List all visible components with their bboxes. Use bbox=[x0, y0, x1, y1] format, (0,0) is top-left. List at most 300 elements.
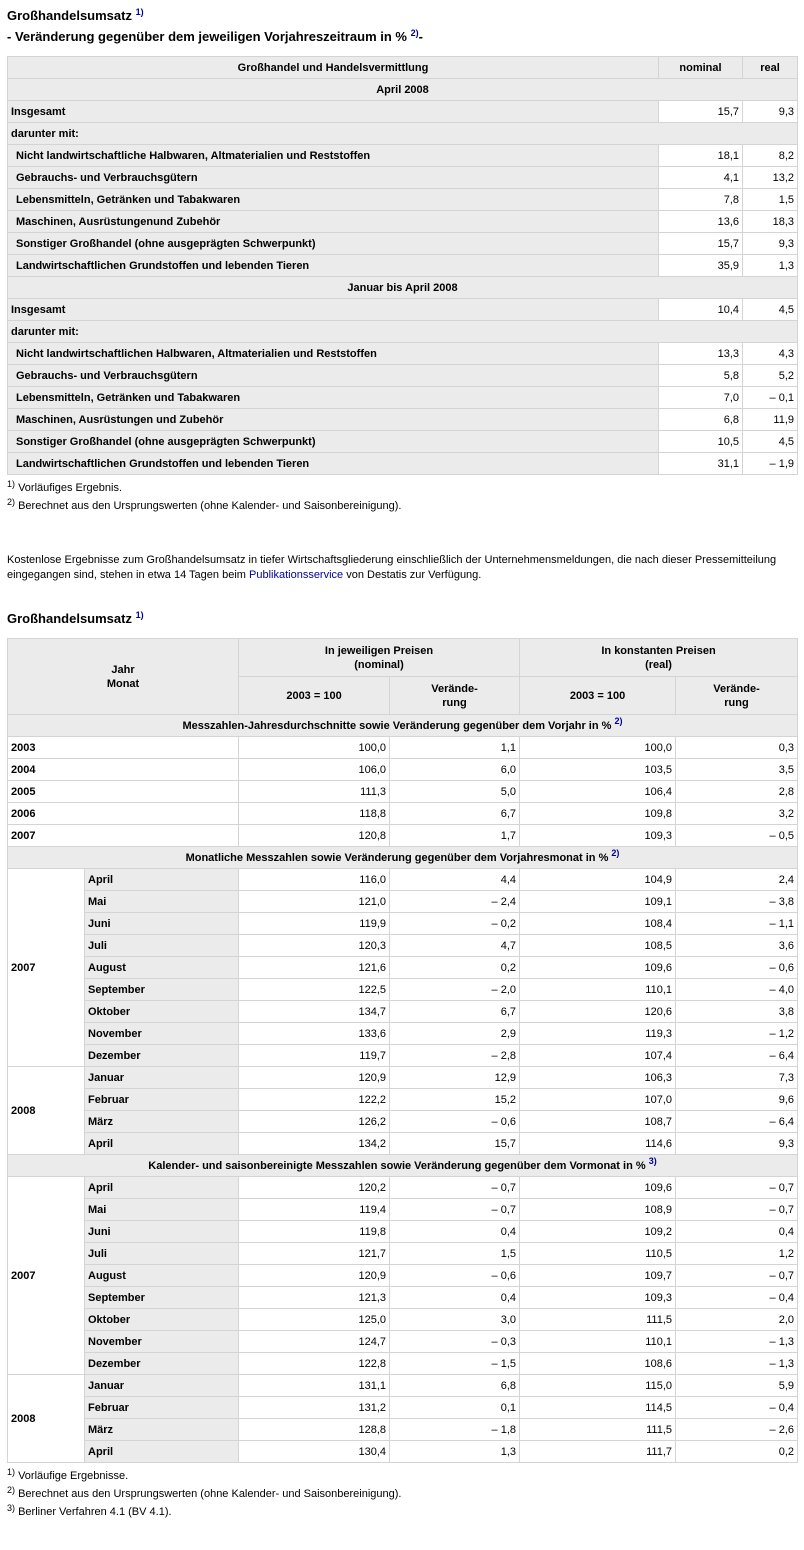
real-change: – 0,5 bbox=[676, 825, 798, 847]
table-row bbox=[8, 935, 798, 957]
real-index: 109,3 bbox=[520, 1287, 676, 1309]
year-label: 2004 bbox=[8, 759, 239, 781]
nominal-value: 13,6 bbox=[659, 211, 743, 233]
real-value: 4,5 bbox=[743, 431, 798, 453]
band-row bbox=[8, 1155, 798, 1177]
nominal-change: 6,0 bbox=[390, 759, 520, 781]
month-label: Juni bbox=[85, 1221, 239, 1243]
nominal-value: 15,7 bbox=[659, 101, 743, 123]
nominal-index: 119,4 bbox=[239, 1199, 390, 1221]
nominal-change: 0,4 bbox=[390, 1287, 520, 1309]
nominal-index: 134,7 bbox=[239, 1001, 390, 1023]
real-change: – 1,3 bbox=[676, 1331, 798, 1353]
table-row bbox=[8, 1199, 798, 1221]
band-row bbox=[8, 847, 798, 869]
table-row bbox=[8, 1177, 798, 1199]
nominal-index: 131,2 bbox=[239, 1397, 390, 1419]
nominal-change: 2,9 bbox=[390, 1023, 520, 1045]
real-index: 108,9 bbox=[520, 1199, 676, 1221]
footnote-text: Vorläufiges Ergebnis. bbox=[18, 482, 123, 494]
table-row bbox=[8, 1375, 798, 1397]
table-row bbox=[8, 1419, 798, 1441]
nominal-index: 121,0 bbox=[239, 891, 390, 913]
section1-subtitle: - Veränderung gegenüber dem jeweiligen Vorjahreszeitraum in % $^{2)}$- bbox=[7, 28, 423, 44]
table-row bbox=[8, 781, 798, 803]
table-row bbox=[8, 891, 798, 913]
row-label: Lebensmitteln, Getränken und Tabakwaren bbox=[8, 387, 659, 409]
nominal-index: 119,9 bbox=[239, 913, 390, 935]
band-footnote-link[interactable]: 2) bbox=[611, 847, 620, 858]
row-label: Insgesamt bbox=[8, 299, 659, 321]
real-value: 13,2 bbox=[743, 167, 798, 189]
year-label: 2008 bbox=[8, 1067, 85, 1155]
real-index: 106,3 bbox=[520, 1067, 676, 1089]
nominal-change: 1,3 bbox=[390, 1441, 520, 1463]
real-change: 5,9 bbox=[676, 1375, 798, 1397]
table-row bbox=[8, 1045, 798, 1067]
nominal-index: 122,8 bbox=[239, 1353, 390, 1375]
nominal-change: – 0,6 bbox=[390, 1265, 520, 1287]
footnote-text: Vorläufige Ergebnisse. bbox=[18, 1470, 129, 1482]
nominal-change: – 0,7 bbox=[390, 1199, 520, 1221]
real-change: 0,2 bbox=[676, 1441, 798, 1463]
table-row bbox=[8, 365, 798, 387]
real-change: 9,6 bbox=[676, 1089, 798, 1111]
row-label: darunter mit: bbox=[8, 321, 798, 343]
nominal-change: – 2,8 bbox=[390, 1045, 520, 1067]
nominal-index: 122,2 bbox=[239, 1089, 390, 1111]
band-monthly bbox=[8, 847, 798, 869]
nominal-index: 120,9 bbox=[239, 1265, 390, 1287]
section2-title: Großhandelsumsatz $^{1)}$ bbox=[7, 610, 144, 626]
table-row bbox=[8, 913, 798, 935]
nominal-change: 1,5 bbox=[390, 1243, 520, 1265]
real-change: – 3,8 bbox=[676, 891, 798, 913]
real-change: – 2,6 bbox=[676, 1419, 798, 1441]
real-change: – 1,1 bbox=[676, 913, 798, 935]
real-value: 1,3 bbox=[743, 255, 798, 277]
nominal-change: – 1,8 bbox=[390, 1419, 520, 1441]
nominal-change: – 0,3 bbox=[390, 1331, 520, 1353]
table-row bbox=[8, 409, 798, 431]
row-label: Sonstiger Großhandel (ohne ausgeprägten Schwerpunkt) bbox=[8, 431, 659, 453]
table-row bbox=[8, 1111, 798, 1133]
real-index: 111,5 bbox=[520, 1419, 676, 1441]
month-label: Januar bbox=[85, 1067, 239, 1089]
real-index: 107,0 bbox=[520, 1089, 676, 1111]
table-row bbox=[8, 1287, 798, 1309]
month-label: Mai bbox=[85, 1199, 239, 1221]
footnote-marker: 2) bbox=[7, 1485, 16, 1495]
nominal-value: 15,7 bbox=[659, 233, 743, 255]
nominal-index: 134,2 bbox=[239, 1133, 390, 1155]
real-index: 108,6 bbox=[520, 1353, 676, 1375]
nominal-index: 120,2 bbox=[239, 1177, 390, 1199]
head-nominal-change: Verände- rung bbox=[390, 677, 520, 715]
table-row bbox=[8, 145, 798, 167]
nominal-change: 6,7 bbox=[390, 803, 520, 825]
real-value: 4,3 bbox=[743, 343, 798, 365]
nominal-index: 121,7 bbox=[239, 1243, 390, 1265]
table-row bbox=[8, 211, 798, 233]
section2-footnote-link[interactable]: 1) bbox=[135, 610, 144, 620]
month-label: März bbox=[85, 1419, 239, 1441]
period-row bbox=[8, 79, 798, 101]
real-index: 119,3 bbox=[520, 1023, 676, 1045]
nominal-index: 120,3 bbox=[239, 935, 390, 957]
real-change: – 1,2 bbox=[676, 1023, 798, 1045]
real-index: 100,0 bbox=[520, 737, 676, 759]
table-row bbox=[8, 321, 798, 343]
nominal-value: 7,0 bbox=[659, 387, 743, 409]
table-row bbox=[8, 1089, 798, 1111]
real-index: 108,5 bbox=[520, 935, 676, 957]
year-label: 2008 bbox=[8, 1375, 85, 1463]
real-change: 3,2 bbox=[676, 803, 798, 825]
nominal-index: 126,2 bbox=[239, 1111, 390, 1133]
table-row bbox=[8, 453, 798, 475]
real-value: – 1,9 bbox=[743, 453, 798, 475]
real-change: 0,3 bbox=[676, 737, 798, 759]
nominal-change: 0,1 bbox=[390, 1397, 520, 1419]
row-label: Gebrauchs- und Verbrauchsgütern bbox=[8, 167, 659, 189]
row-label: Insgesamt bbox=[8, 101, 659, 123]
nominal-change: 5,0 bbox=[390, 781, 520, 803]
nominal-change: 0,4 bbox=[390, 1221, 520, 1243]
real-index: 115,0 bbox=[520, 1375, 676, 1397]
real-index: 106,4 bbox=[520, 781, 676, 803]
band-text: Messzahlen-Jahresdurchschnitte sowie Veränderung gegenüber dem Vorjahr in % bbox=[182, 719, 612, 732]
real-change: – 6,4 bbox=[676, 1111, 798, 1133]
row-label: Landwirtschaftlichen Grundstoffen und lebenden Tieren bbox=[8, 255, 659, 277]
month-label: November bbox=[85, 1331, 239, 1353]
footnote-marker: 1) bbox=[7, 1467, 16, 1477]
real-value: 18,3 bbox=[743, 211, 798, 233]
month-label: August bbox=[85, 1265, 239, 1287]
real-index: 110,5 bbox=[520, 1243, 676, 1265]
month-label: April bbox=[85, 1133, 239, 1155]
nominal-change: – 0,7 bbox=[390, 1177, 520, 1199]
real-value: 9,3 bbox=[743, 101, 798, 123]
table-row bbox=[8, 343, 798, 365]
month-label: September bbox=[85, 1287, 239, 1309]
table-row bbox=[8, 1397, 798, 1419]
real-change: – 4,0 bbox=[676, 979, 798, 1001]
table-row bbox=[8, 869, 798, 891]
table-row bbox=[8, 1133, 798, 1155]
real-value: 1,5 bbox=[743, 189, 798, 211]
band-footnote-link[interactable]: 3) bbox=[648, 1155, 657, 1166]
nominal-index: 128,8 bbox=[239, 1419, 390, 1441]
table-row bbox=[8, 167, 798, 189]
nominal-index: 119,8 bbox=[239, 1221, 390, 1243]
real-index: 110,1 bbox=[520, 979, 676, 1001]
band-text: Kalender- und saisonbereinigte Messzahlen sowie Veränderung gegenüber dem Vormonat in % bbox=[148, 1159, 646, 1172]
section2-footnotes bbox=[7, 1467, 797, 1521]
nominal-index: 125,0 bbox=[239, 1309, 390, 1331]
title-footnote-link[interactable]: 1) bbox=[135, 7, 144, 17]
row-label: darunter mit: bbox=[8, 123, 798, 145]
month-label: April bbox=[85, 1177, 239, 1199]
month-label: Oktober bbox=[85, 1309, 239, 1331]
year-label: 2007 bbox=[8, 825, 239, 847]
real-index: 109,6 bbox=[520, 957, 676, 979]
change-table bbox=[7, 56, 798, 475]
nominal-value: 35,9 bbox=[659, 255, 743, 277]
year-label: 2003 bbox=[8, 737, 239, 759]
table-row bbox=[8, 233, 798, 255]
nominal-index: 120,8 bbox=[239, 825, 390, 847]
table-row bbox=[8, 101, 798, 123]
nominal-change: – 0,2 bbox=[390, 913, 520, 935]
year-label: 2007 bbox=[8, 869, 85, 1067]
nominal-value: 13,3 bbox=[659, 343, 743, 365]
footnote bbox=[7, 1503, 797, 1521]
nominal-value: 7,8 bbox=[659, 189, 743, 211]
real-index: 103,5 bbox=[520, 759, 676, 781]
table-row bbox=[8, 737, 798, 759]
table-row bbox=[8, 825, 798, 847]
real-change: 9,3 bbox=[676, 1133, 798, 1155]
real-change: 2,8 bbox=[676, 781, 798, 803]
real-change: 3,8 bbox=[676, 1001, 798, 1023]
month-label: Juni bbox=[85, 913, 239, 935]
real-value: 11,9 bbox=[743, 409, 798, 431]
row-label: Maschinen, Ausrüstungen und Zubehör bbox=[8, 409, 659, 431]
month-label: Dezember bbox=[85, 1353, 239, 1375]
real-change: – 0,7 bbox=[676, 1177, 798, 1199]
nominal-value: 6,8 bbox=[659, 409, 743, 431]
info-paragraph: Kostenlose Ergebnisse zum Großhandelsumsatz in tiefer Wirtschaftsgliederung einschließlich der Unternehmensmeldungen, die nach dieser Pressemitteilung eingegangen sind, stehen in etwa 14 Tagen beim Publikationsservice von Destatis zur Verfügung. bbox=[7, 554, 777, 581]
footnote-text: Berechnet aus den Ursprungswerten (ohne Kalender- und Saisonbereinigung). bbox=[18, 1488, 402, 1500]
footnote-text: Berliner Verfahren 4.1 (BV 4.1). bbox=[18, 1506, 172, 1518]
real-change: – 0,4 bbox=[676, 1287, 798, 1309]
head-nominal: In jeweiligen Preisen (nominal) bbox=[239, 639, 520, 677]
month-label: Mai bbox=[85, 891, 239, 913]
year-label: 2007 bbox=[8, 1177, 85, 1375]
real-change: 2,0 bbox=[676, 1309, 798, 1331]
nominal-change: – 2,4 bbox=[390, 891, 520, 913]
table-row bbox=[8, 1001, 798, 1023]
nominal-change: 15,7 bbox=[390, 1133, 520, 1155]
nominal-index: 130,4 bbox=[239, 1441, 390, 1463]
head-real-change: Verände- rung bbox=[676, 677, 798, 715]
month-label: April bbox=[85, 869, 239, 891]
real-change: 1,2 bbox=[676, 1243, 798, 1265]
table-row bbox=[8, 1331, 798, 1353]
table-row bbox=[8, 979, 798, 1001]
head-nominal-index: 2003 = 100 bbox=[239, 677, 390, 715]
real-value: – 0,1 bbox=[743, 387, 798, 409]
real-index: 110,1 bbox=[520, 1331, 676, 1353]
nominal-change: – 2,0 bbox=[390, 979, 520, 1001]
nominal-index: 119,7 bbox=[239, 1045, 390, 1067]
period-row bbox=[8, 277, 798, 299]
table-row bbox=[8, 1023, 798, 1045]
real-index: 109,6 bbox=[520, 1177, 676, 1199]
footnote bbox=[7, 497, 797, 515]
row-label: Nicht landwirtschaftlichen Halbwaren, Altmaterialien und Reststoffen bbox=[8, 343, 659, 365]
head-jahr-monat: Jahr Monat bbox=[8, 639, 239, 715]
nominal-value: 31,1 bbox=[659, 453, 743, 475]
real-change: – 0,6 bbox=[676, 957, 798, 979]
nominal-index: 131,1 bbox=[239, 1375, 390, 1397]
period-jan-apr-2008: Januar bis April 2008 bbox=[8, 277, 798, 299]
nominal-value: 18,1 bbox=[659, 145, 743, 167]
row-label: Gebrauchs- und Verbrauchsgütern bbox=[8, 365, 659, 387]
table-row bbox=[8, 123, 798, 145]
nominal-index: 124,7 bbox=[239, 1331, 390, 1353]
real-index: 114,5 bbox=[520, 1397, 676, 1419]
footnote-marker: 2) bbox=[7, 497, 16, 507]
real-index: 111,5 bbox=[520, 1309, 676, 1331]
nominal-index: 116,0 bbox=[239, 869, 390, 891]
nominal-index: 100,0 bbox=[239, 737, 390, 759]
year-label: 2006 bbox=[8, 803, 239, 825]
real-index: 109,7 bbox=[520, 1265, 676, 1287]
real-change: 3,5 bbox=[676, 759, 798, 781]
head-real: In konstanten Preisen (real) bbox=[520, 639, 798, 677]
month-label: April bbox=[85, 1441, 239, 1463]
month-label: Juli bbox=[85, 1243, 239, 1265]
month-label: März bbox=[85, 1111, 239, 1133]
footnote-marker: 1) bbox=[7, 479, 16, 489]
real-change: 2,4 bbox=[676, 869, 798, 891]
month-label: Januar bbox=[85, 1375, 239, 1397]
nominal-change: – 0,6 bbox=[390, 1111, 520, 1133]
real-index: 111,7 bbox=[520, 1441, 676, 1463]
nominal-value: 5,8 bbox=[659, 365, 743, 387]
band-annual bbox=[8, 715, 798, 737]
section1-title: Großhandelsumsatz $^{1)}$ bbox=[7, 7, 144, 23]
nominal-index: 121,3 bbox=[239, 1287, 390, 1309]
table-row bbox=[8, 1441, 798, 1463]
head-real-index: 2003 = 100 bbox=[520, 677, 676, 715]
table-row bbox=[8, 803, 798, 825]
nominal-change: 3,0 bbox=[390, 1309, 520, 1331]
month-label: November bbox=[85, 1023, 239, 1045]
table-row bbox=[8, 387, 798, 409]
table-row bbox=[8, 1221, 798, 1243]
month-label: Juli bbox=[85, 935, 239, 957]
table-row bbox=[8, 255, 798, 277]
table-row bbox=[8, 189, 798, 211]
real-change: 7,3 bbox=[676, 1067, 798, 1089]
period-april-2008: April 2008 bbox=[8, 79, 798, 101]
nominal-index: 106,0 bbox=[239, 759, 390, 781]
footnote bbox=[7, 1485, 797, 1503]
head-category: Großhandel und Handelsvermittlung bbox=[8, 57, 659, 79]
table-row bbox=[8, 1265, 798, 1287]
real-index: 104,9 bbox=[520, 869, 676, 891]
index-table bbox=[7, 638, 798, 1463]
real-change: – 0,7 bbox=[676, 1265, 798, 1287]
real-value: 9,3 bbox=[743, 233, 798, 255]
header-row bbox=[8, 57, 798, 79]
nominal-change: 4,7 bbox=[390, 935, 520, 957]
publikationsservice-link[interactable]: Publikationsservice bbox=[249, 569, 344, 581]
band-adjusted bbox=[8, 1155, 798, 1177]
real-change: – 0,7 bbox=[676, 1199, 798, 1221]
nominal-change: 4,4 bbox=[390, 869, 520, 891]
year-label: 2005 bbox=[8, 781, 239, 803]
real-value: 4,5 bbox=[743, 299, 798, 321]
month-label: Februar bbox=[85, 1089, 239, 1111]
subtitle-footnote-link[interactable]: 2) bbox=[410, 28, 419, 38]
nominal-index: 118,8 bbox=[239, 803, 390, 825]
nominal-index: 111,3 bbox=[239, 781, 390, 803]
nominal-change: 6,8 bbox=[390, 1375, 520, 1397]
band-footnote-link[interactable]: 2) bbox=[614, 715, 623, 726]
nominal-change: 15,2 bbox=[390, 1089, 520, 1111]
nominal-index: 120,9 bbox=[239, 1067, 390, 1089]
nominal-change: 12,9 bbox=[390, 1067, 520, 1089]
real-value: 8,2 bbox=[743, 145, 798, 167]
band-row bbox=[8, 715, 798, 737]
row-label: Sonstiger Großhandel (ohne ausgeprägten Schwerpunkt) bbox=[8, 233, 659, 255]
table-row bbox=[8, 431, 798, 453]
month-label: August bbox=[85, 957, 239, 979]
real-change: – 6,4 bbox=[676, 1045, 798, 1067]
real-index: 114,6 bbox=[520, 1133, 676, 1155]
table-row bbox=[8, 1243, 798, 1265]
row-label: Landwirtschaftlichen Grundstoffen und lebenden Tieren bbox=[8, 453, 659, 475]
nominal-change: 1,7 bbox=[390, 825, 520, 847]
real-value: 5,2 bbox=[743, 365, 798, 387]
section1-footnotes bbox=[7, 479, 797, 515]
month-label: Dezember bbox=[85, 1045, 239, 1067]
table-row bbox=[8, 957, 798, 979]
nominal-index: 122,5 bbox=[239, 979, 390, 1001]
nominal-change: 1,1 bbox=[390, 737, 520, 759]
table-row bbox=[8, 1067, 798, 1089]
row-label: Maschinen, Ausrüstungenund Zubehör bbox=[8, 211, 659, 233]
real-change: 0,4 bbox=[676, 1221, 798, 1243]
real-index: 120,6 bbox=[520, 1001, 676, 1023]
real-change: – 0,4 bbox=[676, 1397, 798, 1419]
nominal-value: 10,4 bbox=[659, 299, 743, 321]
month-label: September bbox=[85, 979, 239, 1001]
band-text: Monatliche Messzahlen sowie Veränderung gegenüber dem Vorjahresmonat in % bbox=[185, 851, 609, 864]
row-label: Nicht landwirtschaftliche Halbwaren, Altmaterialien und Reststoffen bbox=[8, 145, 659, 167]
real-index: 109,3 bbox=[520, 825, 676, 847]
nominal-change: 6,7 bbox=[390, 1001, 520, 1023]
real-index: 109,8 bbox=[520, 803, 676, 825]
table-row bbox=[8, 299, 798, 321]
nominal-change: – 1,5 bbox=[390, 1353, 520, 1375]
head-real: real bbox=[743, 57, 798, 79]
real-index: 108,7 bbox=[520, 1111, 676, 1133]
table-row bbox=[8, 1309, 798, 1331]
footnote bbox=[7, 1467, 797, 1485]
row-label: Lebensmitteln, Getränken und Tabakwaren bbox=[8, 189, 659, 211]
nominal-value: 10,5 bbox=[659, 431, 743, 453]
table-row bbox=[8, 759, 798, 781]
nominal-index: 121,6 bbox=[239, 957, 390, 979]
month-label: Oktober bbox=[85, 1001, 239, 1023]
nominal-index: 133,6 bbox=[239, 1023, 390, 1045]
footnote-text: Berechnet aus den Ursprungswerten (ohne Kalender- und Saisonbereinigung). bbox=[18, 500, 402, 512]
table-row bbox=[8, 1353, 798, 1375]
real-index: 107,4 bbox=[520, 1045, 676, 1067]
real-index: 109,1 bbox=[520, 891, 676, 913]
real-change: 3,6 bbox=[676, 935, 798, 957]
footnote bbox=[7, 479, 797, 497]
head-nominal: nominal bbox=[659, 57, 743, 79]
footnote-marker: 3) bbox=[7, 1503, 16, 1513]
nominal-change: 0,2 bbox=[390, 957, 520, 979]
nominal-value: 4,1 bbox=[659, 167, 743, 189]
